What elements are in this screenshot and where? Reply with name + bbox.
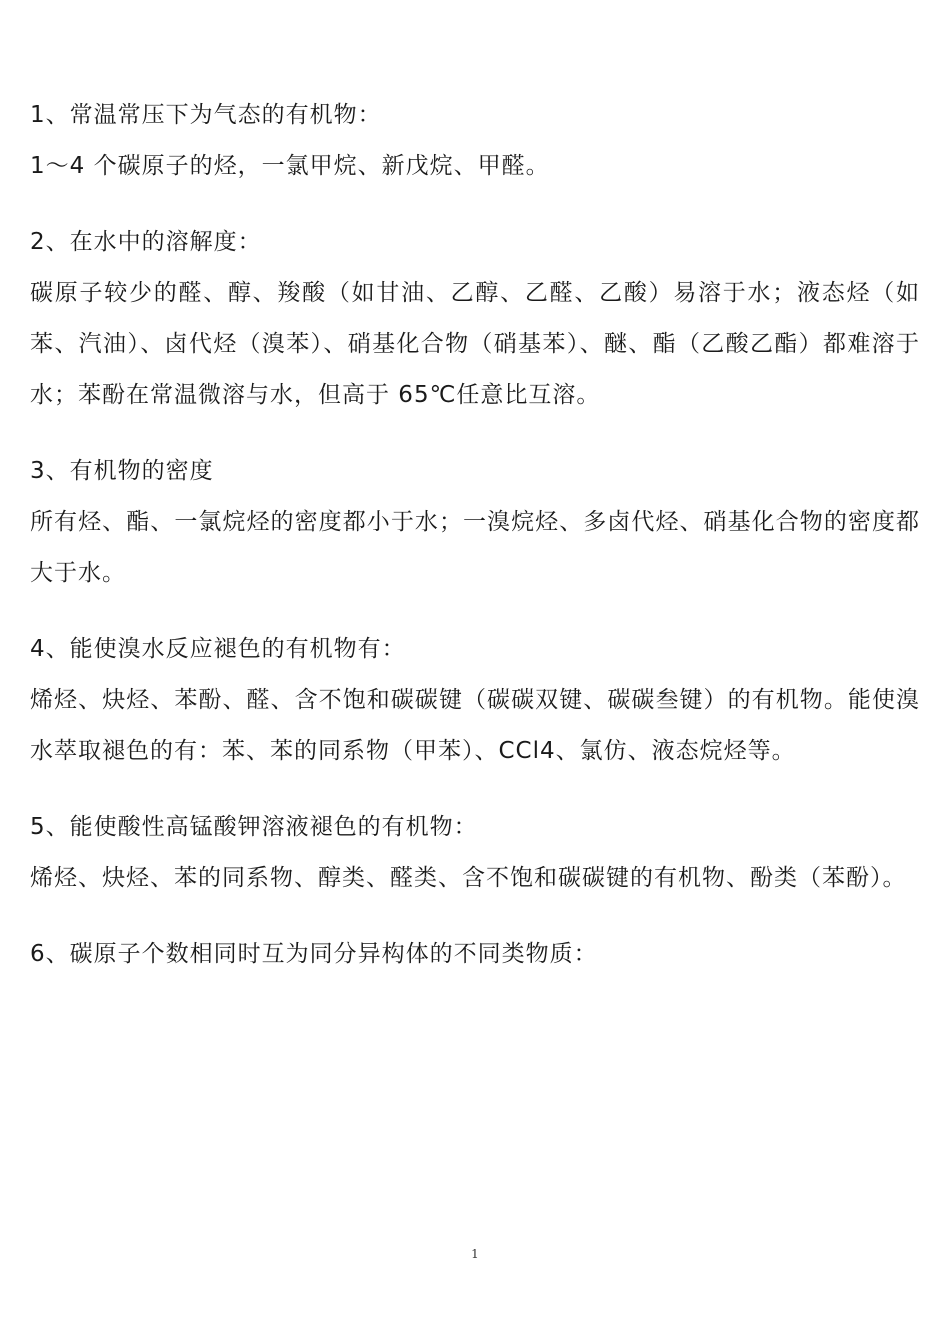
section-body: 所有烃、酯、一氯烷烃的密度都小于水；一溴烷烃、多卤代烃、硝基化合物的密度都大于水。: [30, 509, 920, 586]
section-heading: 5、能使酸性高锰酸钾溶液褪色的有机物：: [30, 814, 478, 840]
section-body: 1～4 个碳原子的烃，一氯甲烷、新戊烷、甲醛。: [30, 153, 550, 179]
section-body: 碳原子较少的醛、醇、羧酸（如甘油、乙醇、乙醛、乙酸）易溶于水；液态烃（如苯、汽油）、卤代烃（溴苯）、硝基化合物（硝基苯）、醚、酯（乙酸乙酯）都难溶于水；苯酚在常温微溶与水，但高于 65℃任意比互溶。: [30, 280, 920, 408]
section-heading: 6、碳原子个数相同时互为同分异构体的不同类物质：: [30, 941, 598, 967]
section-heading: 2、在水中的溶解度：: [30, 229, 262, 255]
section-body: 烯烃、炔烃、苯酚、醛、含不饱和碳碳键（碳碳双键、碳碳叁键）的有机物。能使溴水萃取褪色的有：苯、苯的同系物（甲苯）、CCl4、氯仿、液态烷烃等。: [30, 687, 920, 764]
section-5: [30, 802, 920, 904]
section-body: 烯烃、炔烃、苯的同系物、醇类、醛类、含不饱和碳碳键的有机物、酚类（苯酚）。: [30, 865, 907, 891]
section-1: [30, 90, 920, 192]
section-heading: 4、能使溴水反应褪色的有机物有：: [30, 636, 406, 662]
document-content: [30, 90, 920, 1005]
page-number: 1: [471, 1247, 479, 1261]
section-heading: 1、常温常压下为气态的有机物：: [30, 102, 382, 128]
section-2: [30, 217, 920, 421]
section-4: [30, 624, 920, 777]
section-heading: 3、有机物的密度: [30, 458, 214, 484]
section-6: [30, 929, 920, 980]
section-3: [30, 446, 920, 599]
